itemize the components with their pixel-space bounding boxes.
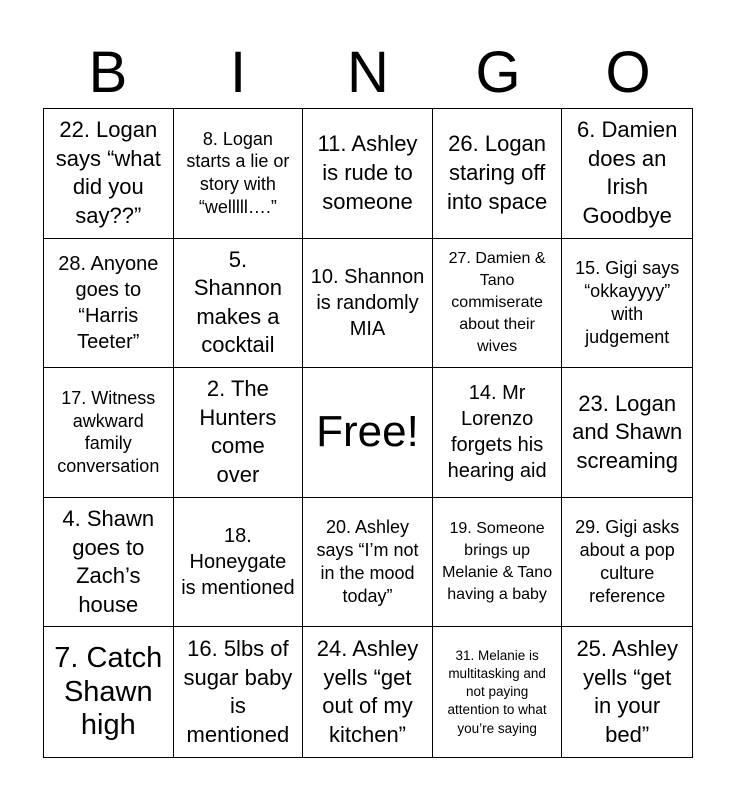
header-letter-g: G: [475, 40, 521, 105]
cell-text: 14. Mr Lorenzo forgets his hearing aid: [447, 382, 547, 483]
bingo-cell-r3c5[interactable]: [562, 368, 692, 498]
bingo-cell-r2c2[interactable]: [174, 239, 304, 369]
header-letter-i: I: [229, 40, 247, 105]
cell-text: 20. Ashley says “I’m not in the mood today”: [316, 517, 419, 606]
bingo-cell-r2c1[interactable]: [44, 239, 174, 369]
bingo-cell-r4c4[interactable]: [433, 498, 563, 628]
bingo-cell-r2c5[interactable]: [562, 239, 692, 369]
cell-text: 10. Shannon is randomly MIA: [310, 265, 425, 340]
cell-text: 8. Logan starts a lie or story with “welllll….”: [186, 128, 290, 218]
cell-text: 6. Damien does an Irish Goodbye: [577, 117, 678, 228]
cell-text: 25. Ashley yells “get in your bed”: [576, 636, 678, 747]
bingo-cell-r3c1[interactable]: [44, 368, 174, 498]
cell-text: 26. Logan staring off into space: [446, 131, 548, 214]
cell-text: 27. Damien & Tano commiserate about their wives: [448, 249, 546, 355]
bingo-cell-r1c4[interactable]: [433, 109, 563, 239]
cell-text: 7. Catch Shawn high: [54, 642, 163, 741]
cell-text: 29. Gigi asks about a pop culture reference: [575, 517, 680, 606]
cell-text: 22. Logan says “what did you say??”: [55, 117, 161, 228]
bingo-cell-r3c3[interactable]: [303, 368, 433, 498]
bingo-cell-r2c4[interactable]: [433, 239, 563, 369]
bingo-header: [43, 38, 693, 108]
bingo-cell-r1c1[interactable]: [44, 109, 174, 239]
cell-text: 17. Witness awkward family conversation: [57, 387, 160, 477]
bingo-cell-r5c1[interactable]: [44, 627, 174, 757]
bingo-cell-r5c3[interactable]: [303, 627, 433, 757]
bingo-cell-r4c3[interactable]: [303, 498, 433, 628]
cell-text: 15. Gigi says “okkayyyy” with judgement: [575, 258, 680, 347]
bingo-cell-r5c5[interactable]: [562, 627, 692, 757]
bingo-cell-r4c5[interactable]: [562, 498, 692, 628]
bingo-cell-r5c4[interactable]: [433, 627, 563, 757]
bingo-cell-r1c5[interactable]: [562, 109, 692, 239]
cell-text: 11. Ashley is rude to someone: [317, 131, 418, 214]
bingo-cell-r5c2[interactable]: [174, 627, 304, 757]
cell-text: 28. Anyone goes to “Harris Teeter”: [58, 252, 159, 353]
cell-text: 4. Shawn goes to Zach’s house: [62, 505, 155, 617]
cell-text: 23. Logan and Shawn screaming: [572, 390, 683, 473]
cell-text: 2. The Hunters come over: [199, 376, 277, 488]
bingo-cell-r3c2[interactable]: [174, 368, 304, 498]
bingo-board: [43, 108, 693, 758]
header-letter-b: B: [88, 40, 128, 105]
bingo-cell-r1c3[interactable]: [303, 109, 433, 239]
cell-text: 16. 5lbs of sugar baby is mentioned: [183, 636, 293, 747]
cell-text: 31. Melanie is multitasking and not paying attention to what you’re saying: [447, 647, 547, 736]
cell-text: 18. Honeygate is mentioned: [181, 525, 295, 600]
bingo-cell-r4c2[interactable]: [174, 498, 304, 628]
header-letter-n: N: [347, 40, 389, 105]
bingo-cell-r1c2[interactable]: [174, 109, 304, 239]
cell-text: 24. Ashley yells “get out of my kitchen”: [316, 636, 419, 747]
free-space-text: Free!: [316, 407, 419, 457]
cell-text: 19. Someone brings up Melanie & Tano having a baby: [442, 519, 553, 604]
bingo-cell-r4c1[interactable]: [44, 498, 174, 628]
header-letter-o: O: [605, 40, 651, 105]
bingo-cell-r3c4[interactable]: [433, 368, 563, 498]
bingo-cell-r2c3[interactable]: [303, 239, 433, 369]
cell-text: 5. Shannon makes a cocktail: [193, 246, 282, 358]
